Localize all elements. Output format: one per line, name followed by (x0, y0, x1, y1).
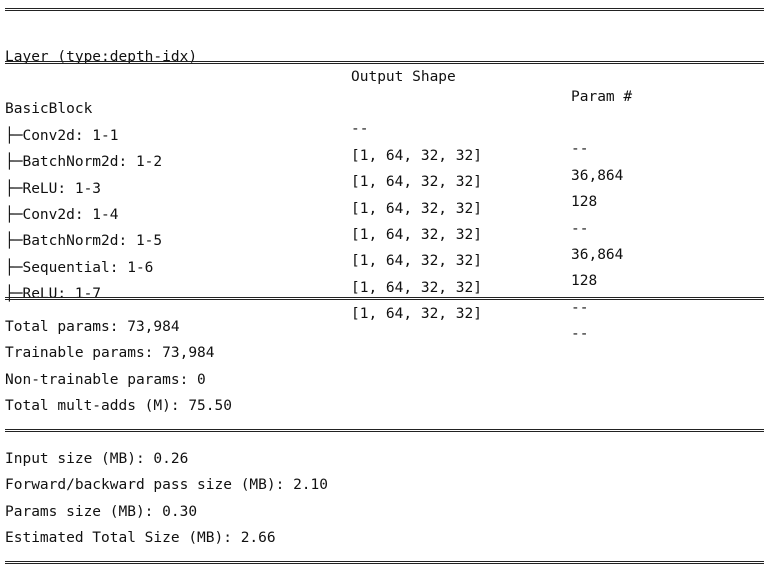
layer-shape: [1, 64, 32, 32] (351, 253, 482, 269)
layer-name: ├─ReLU: 1-7 (5, 286, 102, 302)
layer-params: 128 (571, 273, 598, 289)
layer-shape: [1, 64, 32, 32] (351, 174, 482, 190)
layer-name: ├─ReLU: 1-3 (5, 181, 102, 197)
layer-params: 36,864 (571, 168, 624, 184)
layer-name: BasicBlock (5, 101, 93, 117)
forward-backward-size: Forward/backward pass size (MB): 2.10 (5, 477, 329, 493)
layer-name: ├─Conv2d: 1-4 (5, 207, 119, 223)
layer-params: -- (571, 221, 589, 237)
layer-name: ├─BatchNorm2d: 1-5 (5, 233, 163, 249)
layer-name: ├─Conv2d: 1-1 (5, 128, 119, 144)
layer-shape: [1, 64, 32, 32] (351, 148, 482, 164)
trainable-params: Trainable params: 73,984 (5, 345, 215, 361)
layer-params: 128 (571, 194, 598, 210)
double-rule-bottom (5, 561, 764, 564)
layer-params: -- (571, 300, 589, 316)
header-output-shape: Output Shape (351, 69, 456, 85)
header-row (0, 27, 769, 105)
header-params: Param # (571, 89, 633, 105)
layer-shape: -- (351, 121, 369, 137)
layer-params: -- (571, 326, 589, 342)
double-rule-layers (5, 297, 764, 300)
layer-shape: [1, 64, 32, 32] (351, 201, 482, 217)
params-size: Params size (MB): 0.30 (5, 504, 198, 520)
layer-shape: [1, 64, 32, 32] (351, 280, 482, 296)
layer-params: -- (571, 141, 589, 157)
layer-params: 36,864 (571, 247, 624, 263)
header-layer: Layer (type:depth-idx) (5, 49, 198, 65)
total-params: Total params: 73,984 (5, 319, 180, 335)
layer-name: ├─BatchNorm2d: 1-2 (5, 154, 163, 170)
total-mult-adds: Total mult-adds (M): 75.50 (5, 398, 232, 414)
non-trainable-params: Non-trainable params: 0 (5, 372, 206, 388)
layer-shape: [1, 64, 32, 32] (351, 227, 482, 243)
estimated-total-size: Estimated Total Size (MB): 2.66 (5, 530, 276, 546)
layer-shape: [1, 64, 32, 32] (351, 306, 482, 322)
layer-name: ├─Sequential: 1-6 (5, 260, 154, 276)
input-size: Input size (MB): 0.26 (5, 451, 189, 467)
double-rule-totals (5, 429, 764, 432)
double-rule-header (5, 61, 764, 64)
double-rule-top (5, 8, 764, 11)
